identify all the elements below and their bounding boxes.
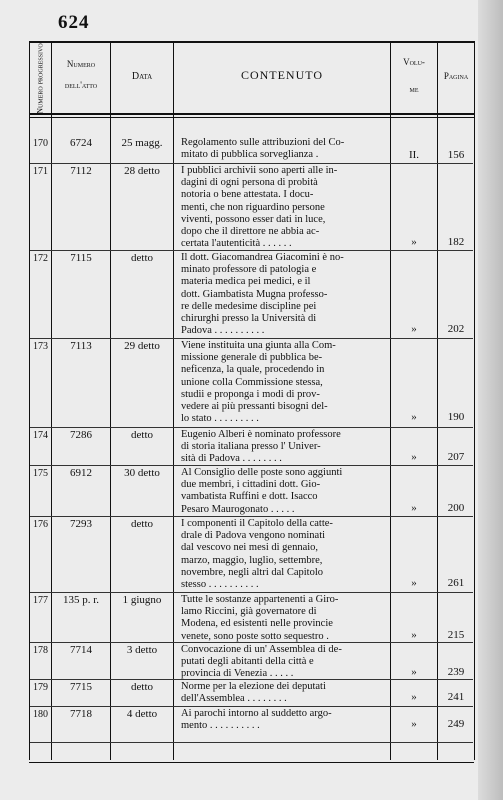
header-numero-progressivo: Numero progressivo [35, 42, 45, 114]
entry-content-line: dopo che il direttore ne abbia ac- [181, 226, 320, 237]
header-volume: Volu- me [403, 57, 425, 94]
entry-act-number: 7718 [70, 708, 92, 720]
entry-page: 190 [447, 411, 465, 424]
entry-content-line: minato professore di patologia e [181, 264, 317, 276]
entry-content-line: Modena, ed esistenti nelle provincie [181, 618, 333, 630]
entry-content-line: Il dott. Giacomandrea Giacomini è no- [181, 252, 344, 263]
entry-content-line: I componenti il Capitolo della catte- [181, 518, 333, 529]
row-divider [30, 338, 473, 339]
entry-act-number: 7286 [70, 429, 92, 441]
entry-content-line: di storia italiana presso l' Univer- [181, 441, 321, 453]
header-pagina: Pagina [443, 71, 469, 81]
entry-date: 1 giugno [122, 594, 162, 606]
row-divider [30, 465, 473, 466]
entry-progressive-number: 177 [33, 595, 48, 606]
entry-progressive-number: 175 [33, 468, 48, 479]
entry-act-number: 7715 [70, 681, 92, 693]
entry-content-line: viventi, possono esser dati in luce, [181, 213, 326, 225]
entry-content-line: chirurghi presso la Università di [181, 313, 317, 324]
header-data: Data [131, 71, 153, 82]
row-divider [30, 742, 473, 743]
entry-content-line: putati degli abitanti della città e [181, 656, 314, 668]
entry-act-number: 7115 [70, 252, 92, 264]
entry-volume: » [411, 323, 417, 336]
entry-date: 4 detto [126, 708, 158, 720]
entry-content-line: mento . . . . . . . . . . [181, 720, 260, 732]
entry-progressive-number: 173 [33, 341, 48, 352]
row-divider [30, 427, 473, 428]
entry-volume: » [411, 628, 417, 641]
entry-content-line: notoria o bene attestata. I docu- [181, 189, 314, 201]
entry-content-line: Viene instituita una giunta alla Com- [181, 340, 336, 351]
entry-date: 30 detto [124, 467, 160, 479]
entry-date: detto [131, 429, 153, 441]
entry-content-line: vambatista Ruffini e dott. Isacco [181, 491, 318, 503]
entry-content-line: Norme per la elezione dei deputati [181, 681, 326, 692]
header-contenuto: CONTENUTO [240, 68, 324, 82]
entry-progressive-number: 170 [33, 138, 48, 149]
row-divider [30, 706, 473, 707]
row-divider [30, 250, 473, 251]
header-rule-thin [29, 117, 474, 118]
entry-volume: » [411, 666, 417, 679]
column-line [474, 41, 475, 760]
entry-content-line: venete, sono poste sotto sequestro . [181, 630, 329, 642]
entry-content-line: lo stato . . . . . . . . . [181, 413, 259, 425]
entry-act-number: 6912 [70, 467, 92, 479]
entry-content-line: unione colla Commissione stessa, [181, 376, 323, 388]
entry-volume: » [411, 501, 417, 514]
entry-content-line: novembre, negli altri dal Capitolo [181, 566, 324, 578]
entry-progressive-number: 174 [33, 430, 48, 441]
entry-act-number: 7714 [70, 644, 92, 656]
entry-content-line: dott. Giambatista Mugna professo- [181, 288, 328, 300]
entry-content-line: Convocazione di un' Assemblea di de- [181, 644, 342, 655]
row-divider [30, 163, 473, 164]
entry-content-line: missione generale di pubblica be- [181, 352, 323, 364]
entry-progressive-number: 176 [33, 519, 48, 530]
entry-content-line: Regolamento sulle attribuzioni del Co- [181, 137, 345, 148]
entry-content-line: marzo, maggio, luglio, settembre, [181, 554, 323, 566]
entry-page: 215 [447, 628, 465, 641]
entry-act-number: 7113 [70, 340, 92, 352]
entry-page: 156 [447, 149, 465, 162]
entry-act-number: 135 p. r. [62, 594, 100, 606]
entry-content-line: Ai parochi intorno al suddetto argo- [181, 708, 332, 719]
entry-content-line: studii e proponga i modi di prov- [181, 388, 320, 400]
entry-volume: » [411, 577, 417, 589]
header-rule [29, 113, 474, 115]
entry-content-line: due membri, i cittadini dott. Gio- [181, 479, 321, 491]
row-divider [30, 592, 473, 593]
entry-content-line: neficenza, la quale, procedendo in [181, 364, 325, 376]
entry-content-line: drale di Padova vengono nominati [181, 530, 326, 542]
entry-volume: » [411, 236, 417, 249]
entry-volume: » [411, 691, 417, 704]
entry-date: 25 magg. [121, 137, 163, 149]
entry-date: 28 detto [124, 165, 160, 177]
entry-progressive-number: 178 [33, 645, 48, 656]
entry-content-line: sità di Padova . . . . . . . . [181, 453, 282, 465]
entry-date: detto [131, 681, 153, 693]
entry-content-line: Tutte le sostanze appartenenti a Giro- [181, 594, 339, 605]
entry-act-number: 7112 [70, 165, 92, 177]
entry-volume: » [411, 718, 417, 731]
entry-content-line: certata l'autenticità . . . . . . [181, 238, 292, 250]
column-line [173, 41, 174, 760]
entry-page: 200 [447, 501, 465, 514]
entry-volume: » [411, 411, 417, 424]
entry-progressive-number: 179 [33, 682, 48, 693]
entry-content-line: menti, che non riguardino persone [181, 201, 325, 213]
header-numero-atto: Numero dell'atto [64, 59, 98, 90]
entry-content-line: dal vescovo nei mesi di gennaio, [181, 542, 319, 554]
entry-content-line: mitato di pubblica sorveglianza . [181, 149, 319, 161]
page-number: 624 [58, 12, 90, 33]
entry-date: 3 detto [126, 644, 158, 656]
row-divider [30, 679, 473, 680]
entry-date: detto [131, 252, 153, 264]
entry-content-line: lamo Riccini, già governatore di [181, 606, 317, 618]
entry-volume: » [411, 451, 417, 464]
entry-content-line: Padova . . . . . . . . . . [181, 325, 265, 337]
entry-content-line: dagini di ogni persona di probità [181, 177, 318, 189]
row-divider [30, 516, 473, 517]
entry-content-line: re delle medesime discipline pei [181, 300, 317, 312]
entry-content-line: Al Consiglio delle poste sono aggiunti [181, 467, 343, 478]
entry-act-number: 7293 [70, 518, 92, 530]
entry-act-number: 6724 [70, 137, 92, 149]
entry-content-line: stesso . . . . . . . . . . [181, 579, 259, 590]
entry-page: 207 [447, 451, 465, 464]
entry-date: detto [131, 518, 153, 530]
entry-page: 261 [447, 577, 465, 589]
entry-date: 29 detto [124, 340, 160, 352]
entry-content-line: Eugenio Alberi è nominato professore [181, 429, 341, 440]
entry-progressive-number: 180 [33, 709, 48, 720]
entry-page: 249 [447, 718, 465, 731]
entry-page: 202 [447, 323, 465, 336]
entry-content-line: provincia di Venezia . . . . . [181, 668, 294, 680]
entry-content-line: dell'Assemblea . . . . . . . . [181, 693, 287, 705]
entry-page: 241 [447, 691, 465, 704]
entry-progressive-number: 171 [33, 166, 48, 177]
entry-volume: II. [408, 149, 420, 162]
entry-progressive-number: 172 [33, 253, 48, 264]
entry-content-line: I pubblici archivii sono aperti alle in- [181, 165, 338, 176]
row-divider [30, 642, 473, 643]
page-edge-shadow [478, 0, 503, 800]
entry-content-line: vedere ai più pressanti bisogni del- [181, 401, 328, 412]
entry-page: 182 [447, 236, 465, 249]
entry-content-line: materia medica pei medici, e il [181, 276, 311, 288]
entry-page: 239 [447, 666, 465, 679]
entry-content-line: Pesaro Maurogonato . . . . . [181, 503, 295, 515]
